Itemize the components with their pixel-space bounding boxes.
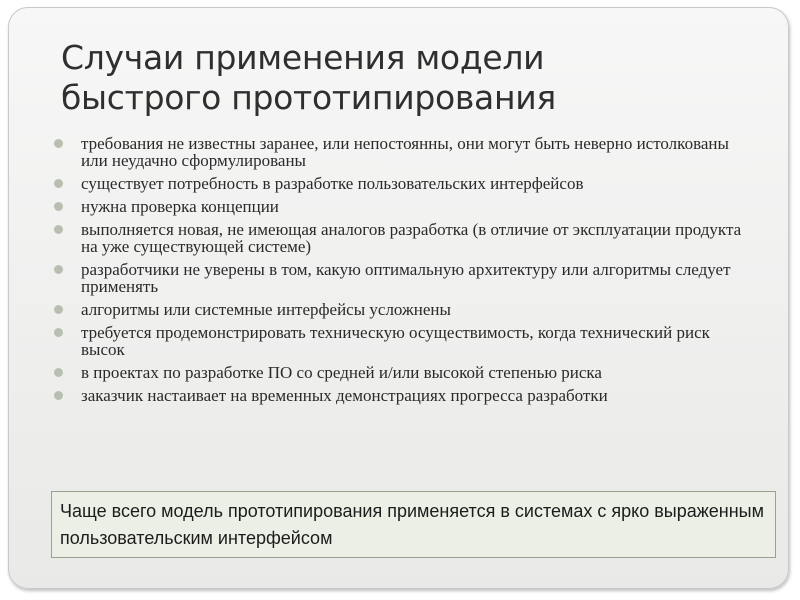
bullet-dot-icon <box>54 265 63 274</box>
bullet-text: требуется продемонстрировать техническую осуществимость, когда технический риск высок <box>81 323 710 359</box>
bullet-item <box>54 221 754 255</box>
slide-title-line-1: Случаи применения модели <box>61 38 545 77</box>
bullet-item <box>54 135 754 169</box>
bullet-text: выполняется новая, не имеющая аналогов разработка (в отличие от эксплуатации продукта на уже существующей системе) <box>81 220 742 256</box>
bullet-text: в проектах по разработке ПО со средней и/или высокой степенью риска <box>81 363 602 382</box>
slide-title-line-2: быстрого прототипирования <box>61 78 556 117</box>
bullet-dot-icon <box>54 225 63 234</box>
slide <box>8 7 789 589</box>
bullet-item <box>54 301 754 318</box>
bullet-dot-icon <box>54 305 63 314</box>
bullet-item <box>54 198 754 215</box>
bullet-dot-icon <box>54 391 63 400</box>
bullet-item <box>54 387 754 404</box>
bullet-list <box>54 135 754 410</box>
bullet-text: существует потребность в разработке пользовательских интерфейсов <box>81 174 584 193</box>
bullet-text: требования не известны заранее, или непостоянны, они могут быть неверно истолкованы или неудачно сформулированы <box>81 134 729 170</box>
bullet-text: разработчики не уверены в том, какую оптимальную архитектуру или алгоритмы следует применять <box>81 260 731 296</box>
bullet-dot-icon <box>54 202 63 211</box>
bullet-item <box>54 324 754 358</box>
bullet-dot-icon <box>54 179 63 188</box>
bullet-dot-icon <box>54 139 63 148</box>
bullet-dot-icon <box>54 328 63 337</box>
bullet-text: нужна проверка концепции <box>81 197 279 216</box>
bullet-item <box>54 364 754 381</box>
bullet-text: заказчик настаивает на временных демонстрациях прогресса разработки <box>81 386 608 405</box>
bullet-dot-icon <box>54 368 63 377</box>
bullet-item <box>54 261 754 295</box>
slide-title <box>61 38 761 118</box>
callout-box: Чаще всего модель прототипирования применяется в системах с ярко выраженным пользовательским интерфейсом <box>51 491 776 558</box>
bullet-item <box>54 175 754 192</box>
bullet-text: алгоритмы или системные интерфейсы усложнены <box>81 300 451 319</box>
